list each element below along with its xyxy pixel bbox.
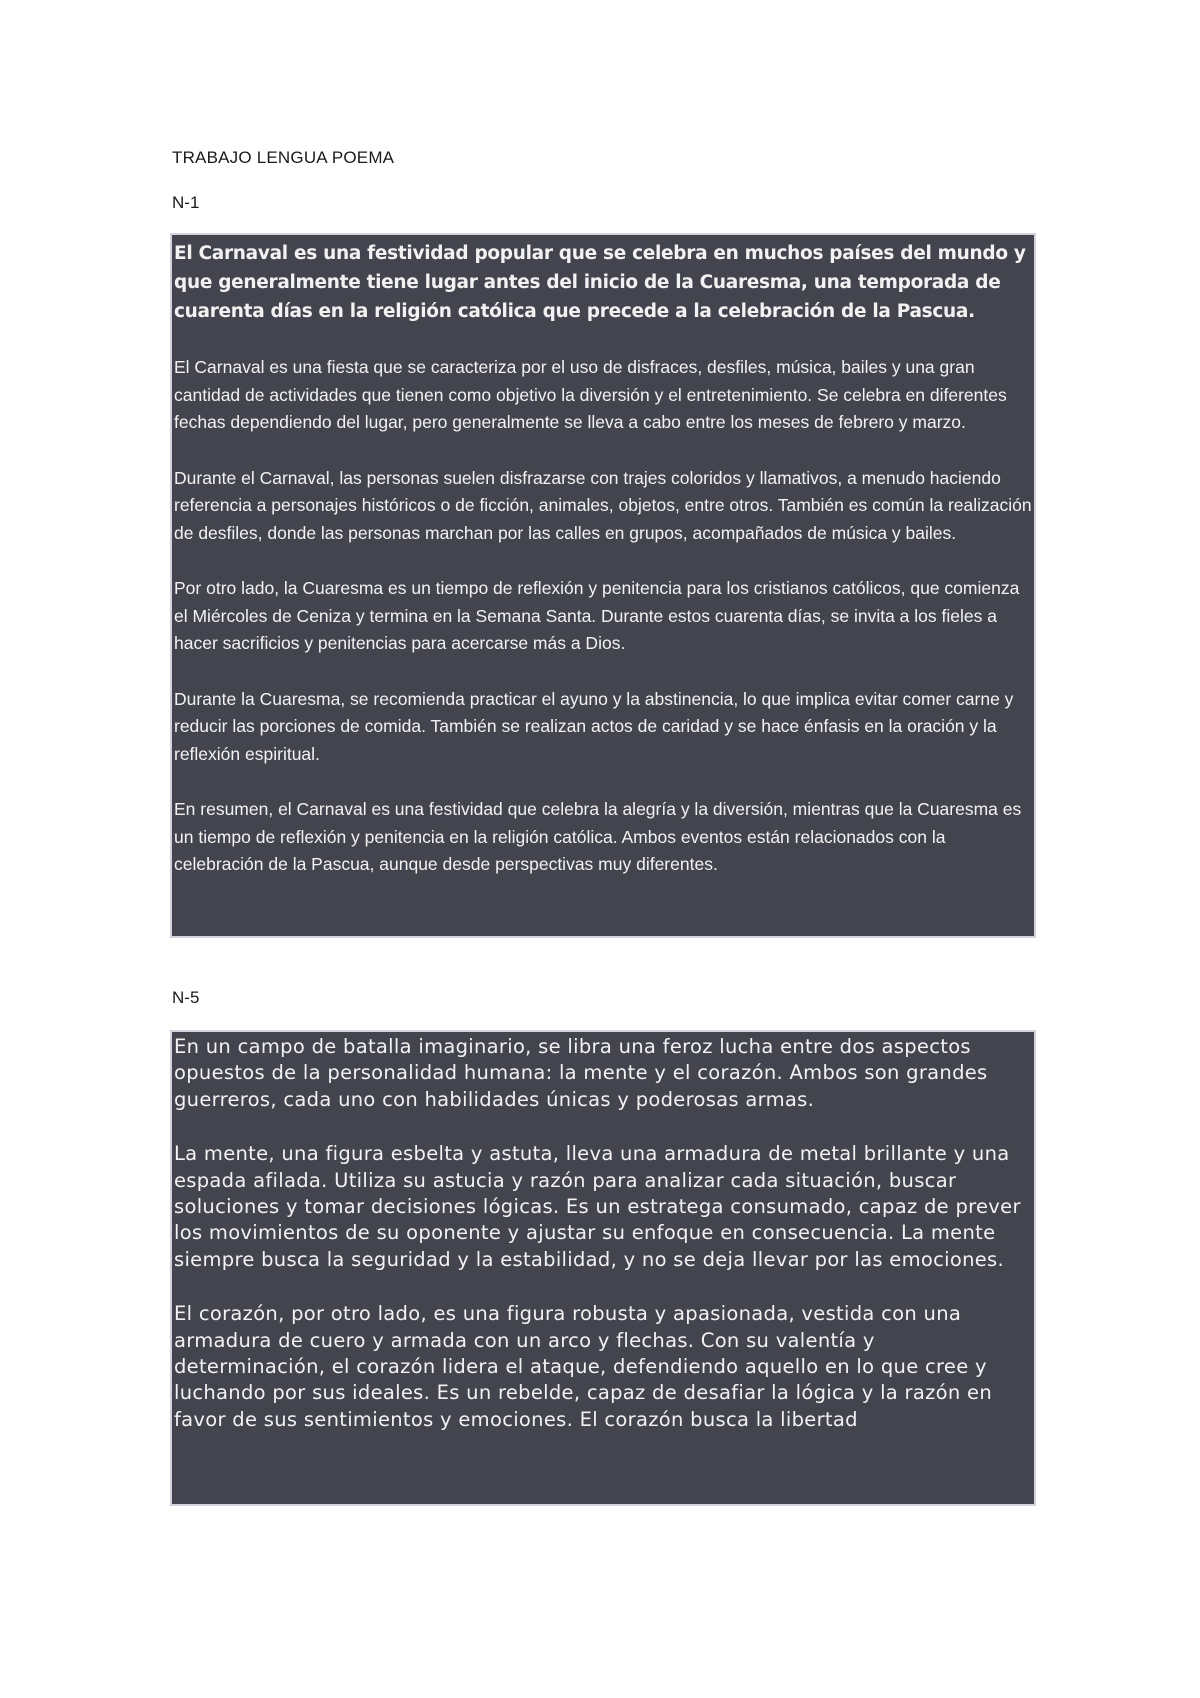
n1-paragraph: En resumen, el Carnaval es una festividad que celebra la alegría y la diversión, mientras que la Cuaresma es un tiempo de reflexión y penitencia en la religión católica. Ambos eventos están relacionados con la celebración de la Pascua, aunque desde perspectivas muy diferentes.: [174, 799, 1022, 874]
section-label-n1: N-1: [172, 193, 200, 212]
n5-paragraph: El corazón, por otro lado, es una figura robusta y apasionada, vestida con una armadura de cuero y armada con un arco y flechas. Con su valentía y determinación, el corazón lidera el ataque, defendiendo aquello en lo que cree y luchando por sus ideales. Es un rebelde, capaz de desafiar la lógica y la razón en favor de sus sentimientos y emociones. El corazón busca la libertad: [174, 1302, 992, 1431]
text-block-n5: [170, 1030, 1036, 1506]
n1-paragraph: Durante la Cuaresma, se recomienda practicar el ayuno y la abstinencia, lo que implica evitar comer carne y reducir las porciones de comida. También se realizan actos de caridad y se hace énfasis en la oración y la reflexión espiritual.: [174, 688, 1014, 764]
n5-paragraph: La mente, una figura esbelta y astuta, lleva una armadura de metal brillante y una espada afilada. Utiliza su astucia y razón para analizar cada situación, buscar soluciones y tomar decisiones lógicas. Es un estratega consumado, capaz de prever los movimientos de su oponente y ajustar su enfoque en consecuencia. La mente siempre busca la seguridad y la estabilidad, y no se deja llevar por las emociones.: [174, 1142, 1021, 1271]
text-block-n1: [170, 233, 1036, 938]
n5-paragraph: En un campo de batalla imaginario, se libra una feroz lucha entre dos aspectos opuestos de la personalidad humana: la mente y el corazón. Ambos son grandes guerreros, cada uno con habilidades únicas y poderosas armas.: [174, 1035, 988, 1111]
section-label-n5: N-5: [172, 988, 200, 1007]
n1-paragraph: El Carnaval es una fiesta que se caracteriza por el uso de disfraces, desfiles, música, bailes y una gran cantidad de actividades que tienen como objetivo la diversión y el entretenimiento. Se celebra en diferentes fechas dependiendo del lugar, pero generalmente se lleva a cabo entre los meses de febrero y marzo.: [174, 357, 1007, 432]
n1-paragraph: Durante el Carnaval, las personas suelen disfrazarse con trajes coloridos y llamativos, a menudo haciendo referencia a personajes históricos o de ficción, animales, objetos, entre otros. También es común la realización de desfiles, donde las personas marchan por las calles en grupos, acompañados de música y bailes.: [174, 467, 1032, 543]
n1-paragraph: Por otro lado, la Cuaresma es un tiempo de reflexión y penitencia para los cristianos católicos, que comienza el Miércoles de Ceniza y termina en la Semana Santa. Durante estos cuarenta días, se invita a los fieles a hacer sacrificios y penitencias para acercarse más a Dios.: [174, 578, 1020, 653]
document-title: TRABAJO LENGUA POEMA: [172, 148, 395, 167]
n1-lead-paragraph: El Carnaval es una festividad popular que se celebra en muchos países del mundo y que generalmente tiene lugar antes del inicio de la Cuaresma, una temporada de cuarenta días en la religión católica que precede a la celebración de la Pascua.: [174, 243, 1026, 322]
